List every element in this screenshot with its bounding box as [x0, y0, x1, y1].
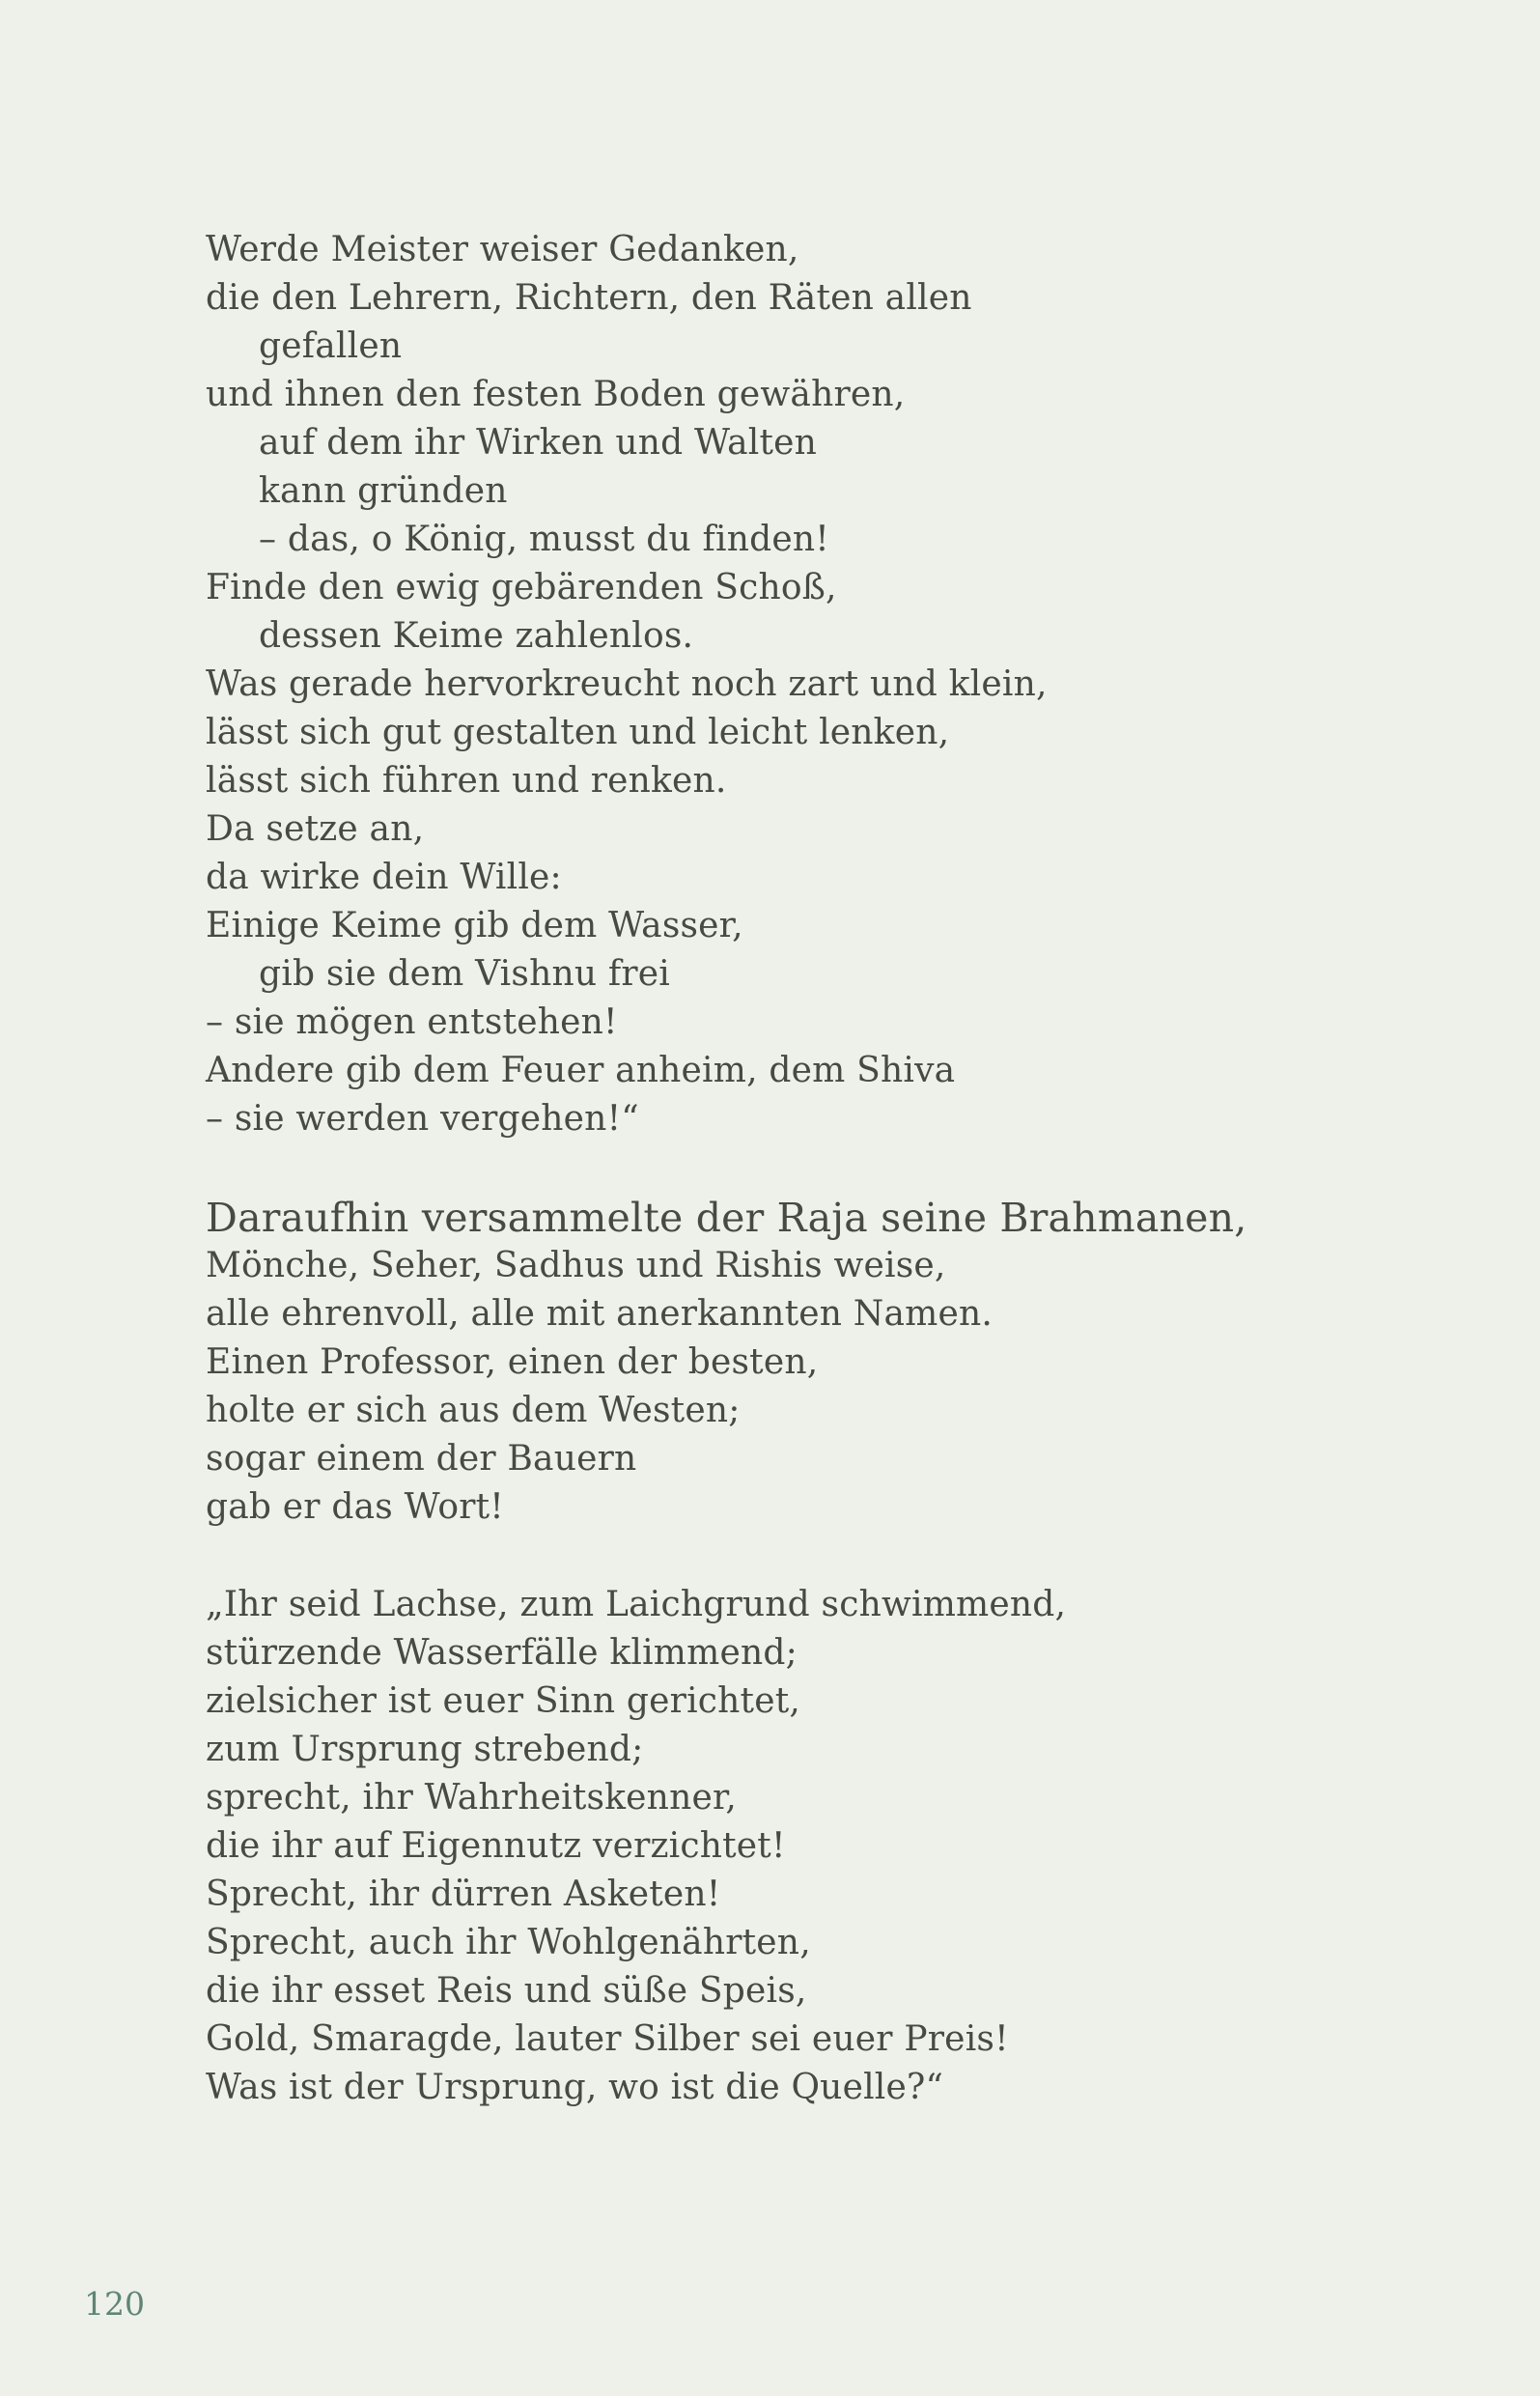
poem-line: und ihnen den festen Boden gewähren,: [206, 375, 906, 414]
poem-line: Da setze an,: [206, 809, 425, 849]
poem-line: die ihr esset Reis und süße Speis,: [206, 1971, 807, 2011]
poem-line: Einen Professor, einen der besten,: [206, 1342, 819, 1382]
poem-line: lässt sich führen und renken.: [206, 761, 727, 801]
poem-line: Andere gib dem Feuer anheim, dem Shiva: [206, 1051, 956, 1090]
poem-line: Sprecht, ihr dürren Asketen!: [206, 1875, 721, 1914]
poem-line: sogar einem der Bauern: [206, 1439, 637, 1479]
poem-line: lässt sich gut gestalten und leicht lenken,: [206, 713, 950, 752]
poem-line: da wirke dein Wille:: [206, 858, 562, 897]
poem-line: zum Ursprung strebend;: [206, 1730, 644, 1769]
poem-line: Sprecht, auch ihr Wohlgenährten,: [206, 1923, 811, 1962]
poem-line: dessen Keime zahlenlos.: [259, 616, 694, 656]
poem-line: die ihr auf Eigennutz verzichtet!: [206, 1826, 786, 1866]
poem-line: – sie mögen entstehen!: [206, 1002, 618, 1042]
poem-line: „Ihr seid Lachse, zum Laichgrund schwimmend,: [206, 1585, 1067, 1624]
poem-line: holte er sich aus dem Westen;: [206, 1391, 741, 1430]
page-number: 120: [84, 2285, 145, 2323]
poem-line: gib sie dem Vishnu frei: [259, 954, 671, 994]
poem-line: Werde Meister weiser Gedanken,: [206, 230, 799, 269]
poem-line: zielsicher ist euer Sinn gerichtet,: [206, 1681, 801, 1721]
poem-line: die den Lehrern, Richtern, den Räten allen: [206, 278, 972, 318]
poem-line: kann gründen: [259, 471, 508, 511]
poem-line: Gold, Smaragde, lauter Silber sei euer Preis!: [206, 2019, 1009, 2059]
stanza-3: [206, 1581, 1364, 2112]
poem-line: – das, o König, musst du finden!: [259, 520, 829, 559]
stanza-2: [206, 1194, 1364, 1532]
poem-line: Was gerade hervorkreucht noch zart und klein,: [206, 664, 1048, 704]
poem-line: stürzende Wasserfälle klimmend;: [206, 1633, 798, 1673]
poem-line: Finde den ewig gebärenden Schoß,: [206, 568, 837, 607]
poem-line: gab er das Wort!: [206, 1487, 504, 1527]
poem-line: gefallen: [259, 326, 403, 366]
poem-line: Was ist der Ursprung, wo ist die Quelle?“: [206, 2068, 944, 2107]
poem-line: – sie werden vergehen!“: [206, 1099, 639, 1139]
poem-line: Daraufhin versammelte der Raja seine Brahmanen,: [206, 1195, 1247, 1241]
poem-line: sprecht, ihr Wahrheitskenner,: [206, 1778, 738, 1818]
poem-line: Mönche, Seher, Sadhus und Rishis weise,: [206, 1246, 946, 1285]
stanza-1: [206, 226, 1364, 1143]
poem-line: alle ehrenvoll, alle mit anerkannten Namen.: [206, 1294, 993, 1334]
poem-line: Einige Keime gib dem Wasser,: [206, 906, 743, 945]
poem-line: auf dem ihr Wirken und Walten: [259, 423, 818, 463]
